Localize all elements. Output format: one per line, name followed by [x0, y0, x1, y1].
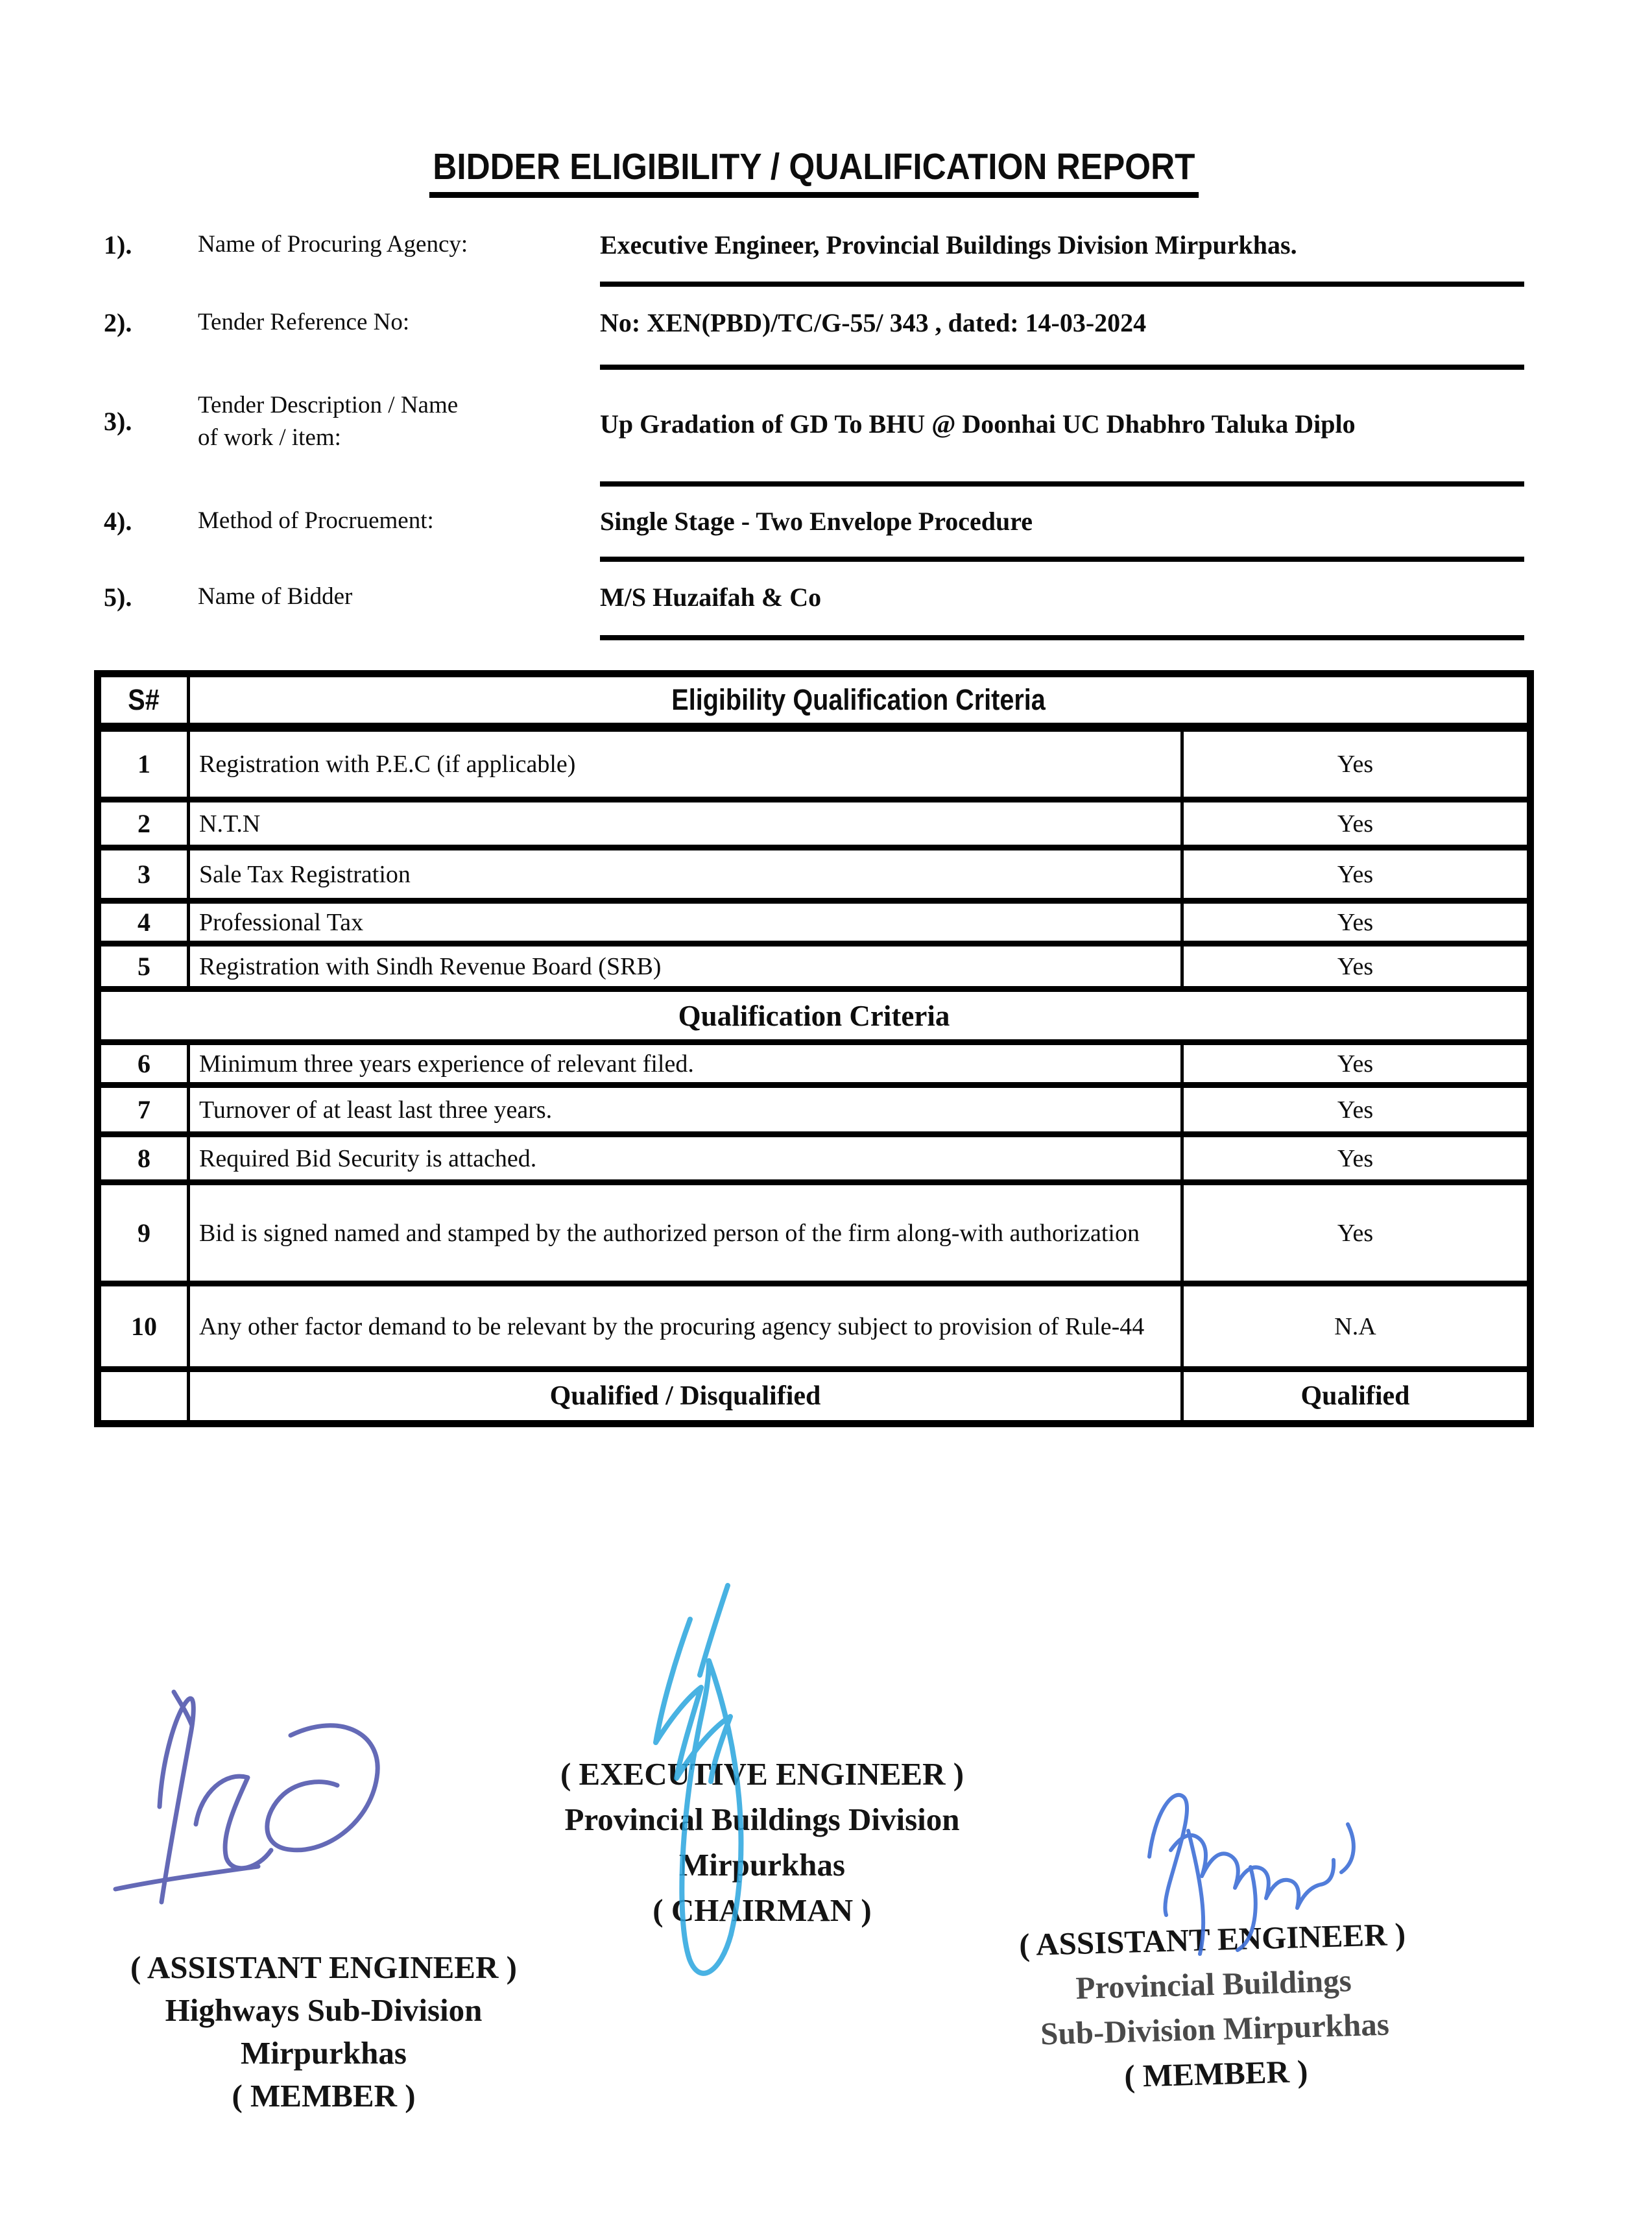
item-number: 3).	[104, 407, 132, 436]
member-right-title: ( ASSISTANT ENGINEER )	[1018, 1916, 1406, 1963]
row-serial: 5	[98, 944, 189, 989]
item-bidder-name	[104, 581, 1524, 640]
item-value: Single Stage - Two Envelope Procedure	[600, 505, 1524, 562]
table-row	[98, 800, 1531, 848]
table-row	[98, 1183, 1531, 1284]
result-value: Qualified	[1182, 1369, 1531, 1424]
member-right-signature-block	[965, 1910, 1463, 2103]
item-tender-description	[104, 389, 1524, 487]
member-right-org-line1: Provincial Buildings	[1075, 1962, 1352, 2006]
member-left-role: ( MEMBER )	[232, 2078, 416, 2114]
row-criteria: Professional Tax	[189, 901, 1182, 944]
row-status: Yes	[1182, 901, 1531, 944]
criteria-header-text: Eligibility Qualification Criteria	[671, 682, 1046, 716]
item-number: 2).	[104, 308, 132, 337]
row-serial: 10	[98, 1284, 189, 1369]
item-procuring-agency	[104, 228, 1524, 287]
row-serial: 3	[98, 848, 189, 901]
item-number: 4).	[104, 507, 132, 536]
item-label: Name of Procuring Agency:	[198, 231, 468, 258]
row-serial: 9	[98, 1183, 189, 1284]
row-serial: 2	[98, 800, 189, 848]
qualification-section-header: Qualification Criteria	[98, 989, 1531, 1043]
member-left-signature-block	[77, 1946, 570, 2117]
row-status: Yes	[1182, 1135, 1531, 1183]
chairman-role: ( CHAIRMAN )	[652, 1892, 872, 1928]
row-criteria: Required Bid Security is attached.	[189, 1135, 1182, 1183]
item-label: Method of Procruement:	[198, 507, 434, 534]
page-title	[104, 147, 1524, 198]
serial-header-cell	[98, 674, 189, 727]
table-header-row	[98, 674, 1531, 727]
table-row	[98, 727, 1531, 800]
member-left-org-line1: Highways Sub-Division	[165, 1992, 483, 2028]
chairman-org-line1: Provincial Buildings Division	[564, 1802, 960, 1837]
criteria-header-cell	[189, 674, 1531, 727]
table-row	[98, 944, 1531, 989]
row-status: Yes	[1182, 1043, 1531, 1085]
table-row	[98, 1085, 1531, 1135]
row-criteria: Sale Tax Registration	[189, 848, 1182, 901]
item-label: Tender Reference No:	[198, 309, 410, 335]
row-serial: 7	[98, 1085, 189, 1135]
eligibility-table	[94, 670, 1534, 1427]
row-criteria: Registration with P.E.C (if applicable)	[189, 727, 1182, 800]
member-right-role: ( MEMBER )	[1123, 2053, 1309, 2094]
row-criteria: N.T.N	[189, 800, 1182, 848]
row-status: Yes	[1182, 1183, 1531, 1284]
item-label: Tender Description / Name of work / item:	[198, 392, 459, 451]
item-value: M/S Huzaifah & Co	[600, 581, 1524, 640]
table-row	[98, 1135, 1531, 1183]
row-criteria: Any other factor demand to be relevant by the procuring agency subject to provision of Rule-44	[189, 1284, 1182, 1369]
row-criteria: Bid is signed named and stamped by the authorized person of the firm along-with authorization	[189, 1183, 1182, 1284]
result-row	[98, 1369, 1531, 1424]
row-status: Yes	[1182, 727, 1531, 800]
item-value: Executive Engineer, Provincial Buildings Division Mirpurkhas.	[600, 228, 1524, 287]
item-value: No: XEN(PBD)/TC/G-55/ 343 , dated: 14-03-2024	[600, 306, 1524, 370]
row-criteria: Registration with Sindh Revenue Board (SRB)	[189, 944, 1182, 989]
table-row	[98, 901, 1531, 944]
table-row	[98, 848, 1531, 901]
serial-header-text: S#	[128, 682, 160, 716]
member-right-org-line2: Sub-Division Mirpurkhas	[1040, 2006, 1390, 2052]
page-title-text: BIDDER ELIGIBILITY / QUALIFICATION REPORT	[429, 147, 1199, 198]
row-serial: 1	[98, 727, 189, 800]
row-status: Yes	[1182, 944, 1531, 989]
row-status: N.A	[1182, 1284, 1531, 1369]
member-left-signature-ink	[97, 1674, 383, 1933]
item-value: Up Gradation of GD To BHU @ Doonhai UC Dhabhro Taluka Diplo	[600, 407, 1524, 487]
item-number: 1).	[104, 230, 132, 259]
row-serial: 8	[98, 1135, 189, 1183]
chairman-signature-block	[516, 1752, 1009, 1933]
section-header-row	[98, 989, 1531, 1043]
row-status: Yes	[1182, 848, 1531, 901]
table-row	[98, 1043, 1531, 1085]
member-left-title: ( ASSISTANT ENGINEER )	[130, 1949, 517, 1985]
row-criteria: Minimum three years experience of relevant filed.	[189, 1043, 1182, 1085]
item-procurement-method	[104, 505, 1524, 562]
member-left-org-line2: Mirpurkhas	[241, 2035, 407, 2071]
row-status: Yes	[1182, 800, 1531, 848]
item-tender-reference	[104, 306, 1524, 370]
table-row	[98, 1284, 1531, 1369]
chairman-org-line2: Mirpurkhas	[679, 1847, 845, 1883]
row-status: Yes	[1182, 1085, 1531, 1135]
chairman-title: ( EXECUTIVE ENGINEER )	[560, 1756, 964, 1792]
row-criteria: Turnover of at least last three years.	[189, 1085, 1182, 1135]
item-number: 5).	[104, 583, 132, 612]
item-label: Name of Bidder	[198, 583, 353, 610]
row-serial: 4	[98, 901, 189, 944]
result-serial-cell	[98, 1369, 189, 1424]
row-serial: 6	[98, 1043, 189, 1085]
result-label: Qualified / Disqualified	[189, 1369, 1182, 1424]
